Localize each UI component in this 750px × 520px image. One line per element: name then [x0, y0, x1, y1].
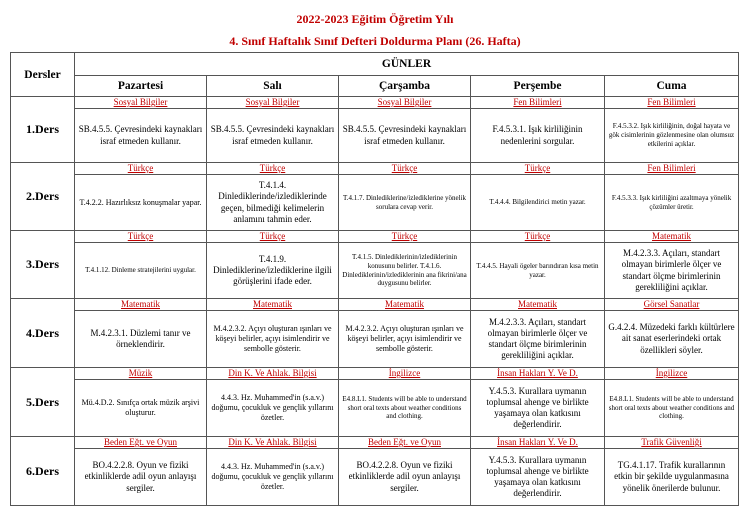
lesson-label: 1.Ders [11, 97, 75, 163]
lesson-label: 4.Ders [11, 299, 75, 368]
subject-label: Türkçe [75, 231, 207, 243]
objective-text: Y.4.5.3. Kurallara uymanın toplumsal ahenge ve birlikte yaşamaya olan katkısını değerlendirir. [486, 454, 589, 499]
objective-cell [605, 380, 739, 437]
lesson-label: 3.Ders [11, 231, 75, 299]
subject-label: Fen Bilimleri [605, 163, 739, 175]
objective-text: T.4.4.4. Bilgilendirici metin yazar. [489, 198, 586, 207]
plan-title: 4. Sınıf Haftalık Sınıf Defteri Doldurma Planı (26. Hafta) [229, 34, 521, 48]
gunler-header: GÜNLER [75, 53, 739, 76]
subject-label: Sosyal Bilgiler [339, 97, 471, 109]
subject-label: Beden Eğt. ve Oyun [75, 437, 207, 449]
subject-label: Matematik [471, 299, 605, 311]
objective-cell [207, 380, 339, 437]
objective-text: TG.4.1.17. Trafik kurallarının etkin bir şekilde uygulanmasına yönelik önerilerde bulunur. [614, 460, 729, 493]
subject-label: İngilizce [339, 368, 471, 380]
subject-label: Türkçe [471, 231, 605, 243]
objective-cell [75, 109, 207, 163]
subject-label: Türkçe [207, 163, 339, 175]
objective-text: E4.8.L1. Students will be able to understand short oral texts about weather conditions and clothing. [342, 394, 467, 421]
lesson-subject-row [11, 97, 739, 109]
objective-cell [75, 175, 207, 231]
objective-text: 4.4.3. Hz. Muhammed'in (s.a.v.) doğumu, çocukluk ve gençlik yıllarını özetler. [211, 462, 334, 491]
day-header: Çarşamba [339, 76, 471, 97]
subject-label: İngilizce [605, 368, 739, 380]
day-header: Pazartesi [75, 76, 207, 97]
objective-cell [605, 449, 739, 506]
objective-cell [339, 109, 471, 163]
objective-cell [605, 109, 739, 163]
subject-label: Trafik Güvenliği [605, 437, 739, 449]
objective-text: T.4.1.7. Dinlediklerine/izlediklerine yönelik sorulara cevap verir. [342, 193, 467, 211]
subject-label: İnsan Hakları Y. Ve D. [471, 368, 605, 380]
objective-text: T.4.2.2. Hazırlıksız konuşmalar yapar. [79, 197, 202, 207]
lesson-text-row [11, 380, 739, 437]
lesson-label: 5.Ders [11, 368, 75, 437]
objective-cell [605, 243, 739, 299]
subject-label: Türkçe [339, 163, 471, 175]
lesson-label: 2.Ders [11, 163, 75, 231]
lesson-subject-row [11, 299, 739, 311]
dersler-header: Dersler [11, 53, 75, 97]
objective-text: BO.4.2.2.8. Oyun ve fiziki etkinliklerde adil oyun anlayışı sergiler. [84, 460, 197, 493]
subject-label: İnsan Hakları Y. Ve D. [471, 437, 605, 449]
lesson-text-row [11, 311, 739, 368]
objective-text: M.4.2.3.1. Düzlemi tanır ve örneklendirir. [90, 327, 191, 349]
objective-text: SB.4.5.5. Çevresindeki kaynakları israf etmeden kullanır. [342, 124, 467, 146]
subject-label: Matematik [339, 299, 471, 311]
objective-cell [471, 449, 605, 506]
objective-text: T.4.1.5. Dinlediklerinin/izlediklerinin konusunu belirler. T.4.1.6. Dinlediklerinin/izlediklerinin ana fikrini/ana duygusunu belirler. [342, 253, 467, 288]
objective-cell [339, 311, 471, 368]
objective-text: E4.8.L1. Students will be able to understand short oral texts about weather conditions and clothing. [608, 394, 735, 421]
objective-text: F.4.5.3.3. Işık kirliliğini azaltmaya yönelik çözümler üretir. [611, 193, 732, 211]
objective-cell [207, 175, 339, 231]
objective-text: T.4.1.9. Dinlediklerine/izlediklerine ilgili görüşlerini ifade eder. [213, 253, 332, 287]
objective-cell [75, 311, 207, 368]
objective-text: M.4.2.3.2. Açıyı oluşturan ışınları ve köşeyi belirler, açıyı isimlendirir ve sembolle gösterir. [213, 324, 332, 353]
objective-cell [605, 311, 739, 368]
subject-label: Matematik [605, 231, 739, 243]
lesson-subject-row [11, 163, 739, 175]
objective-text: Y.4.5.3. Kurallara uymanın toplumsal ahenge ve birlikte yaşamaya olan katkısını değerlendirir. [486, 385, 589, 430]
subject-label: Türkçe [471, 163, 605, 175]
objective-cell [471, 109, 605, 163]
lesson-text-row [11, 109, 739, 163]
lesson-subject-row [11, 437, 739, 449]
day-header: Salı [207, 76, 339, 97]
lesson-label: 6.Ders [11, 437, 75, 506]
subject-label: Matematik [207, 299, 339, 311]
objective-text: T.4.1.4. Dinlediklerinde/izlediklerinde geçen, bilmediği kelimelerin anlamını tahmin eder. [218, 180, 327, 224]
objective-cell [207, 311, 339, 368]
objective-cell [75, 243, 207, 299]
objective-cell [471, 311, 605, 368]
objective-cell [207, 449, 339, 506]
objective-text: SB.4.5.5. Çevresindeki kaynakları israf etmeden kullanır. [78, 124, 203, 146]
subject-label: Din K. Ve Ahlak. Bilgisi [207, 437, 339, 449]
subject-label: Fen Bilimleri [471, 97, 605, 109]
objective-text: F.4.5.3.2. Işık kirliliğinin, doğal hayata ve gök cisimlerinin gözlenmesine olan olumsuz etkilerini açıklar. [608, 122, 735, 148]
objective-cell [471, 243, 605, 299]
objective-text: Mü.4.D.2. Sınıfça ortak müzik arşivi oluşturur. [81, 398, 200, 417]
objective-cell [75, 449, 207, 506]
objective-cell [207, 109, 339, 163]
objective-text: M.4.2.3.3. Açıları, standart olmayan birimlerle ölçer ve standart ölçme birimlerinin gerekliliğini açıklar. [621, 248, 722, 292]
subject-label: Fen Bilimleri [605, 97, 739, 109]
lesson-subject-row [11, 231, 739, 243]
objective-text: T.4.1.12. Dinleme stratejilerini uygular. [85, 266, 196, 275]
objective-text: G.4.2.4. Müzedeki farklı kültürlere ait sanat eserlerindeki ortak özellikleri söyler. [608, 322, 735, 355]
subject-label: Türkçe [207, 231, 339, 243]
objective-cell [75, 380, 207, 437]
objective-text: BO.4.2.2.8. Oyun ve fiziki etkinliklerde adil oyun anlayışı sergiler. [348, 460, 461, 493]
objective-cell [605, 175, 739, 231]
subject-label: Türkçe [339, 231, 471, 243]
objective-text: M.4.2.3.3. Açıları, standart olmayan birimlerle ölçer ve standart ölçme birimlerinin gerekliliğini açıklar. [487, 316, 588, 361]
objective-text: M.4.2.3.2. Açıyı oluşturan ışınları ve köşeyi belirler, açıyı isimlendirir ve sembolle gösterir. [345, 324, 464, 353]
objective-text: SB.4.5.5. Çevresindeki kaynakları israf etmeden kullanır. [210, 124, 335, 146]
weekly-plan-table [10, 52, 739, 506]
objective-cell [471, 380, 605, 437]
day-header: Cuma [605, 76, 739, 97]
objective-text: F.4.5.3.1. Işık kirliliğinin nedenlerini sorgular. [492, 124, 583, 146]
subject-label: Din K. Ve Ahlak. Bilgisi [207, 368, 339, 380]
lesson-text-row [11, 243, 739, 299]
objective-cell [339, 449, 471, 506]
subject-label: Görsel Sanatlar [605, 299, 739, 311]
objective-cell [339, 175, 471, 231]
lesson-text-row [11, 175, 739, 231]
objective-text: T.4.4.5. Hayali ögeler barındıran kısa metin yazar. [476, 261, 599, 279]
objective-cell [471, 175, 605, 231]
objective-text: 4.4.3. Hz. Muhammed'in (s.a.v.) doğumu, çocukluk ve gençlik yıllarını özetler. [211, 393, 334, 422]
subject-label: Türkçe [75, 163, 207, 175]
objective-cell [207, 243, 339, 299]
objective-cell [339, 380, 471, 437]
subject-label: Sosyal Bilgiler [207, 97, 339, 109]
subject-label: Müzik [75, 368, 207, 380]
day-header: Perşembe [471, 76, 605, 97]
lesson-text-row [11, 449, 739, 506]
objective-cell [339, 243, 471, 299]
subject-label: Beden Eğt. ve Oyun [339, 437, 471, 449]
school-year-title: 2022-2023 Eğitim Öğretim Yılı [296, 12, 454, 26]
subject-label: Matematik [75, 299, 207, 311]
subject-label: Sosyal Bilgiler [75, 97, 207, 109]
lesson-subject-row [11, 368, 739, 380]
